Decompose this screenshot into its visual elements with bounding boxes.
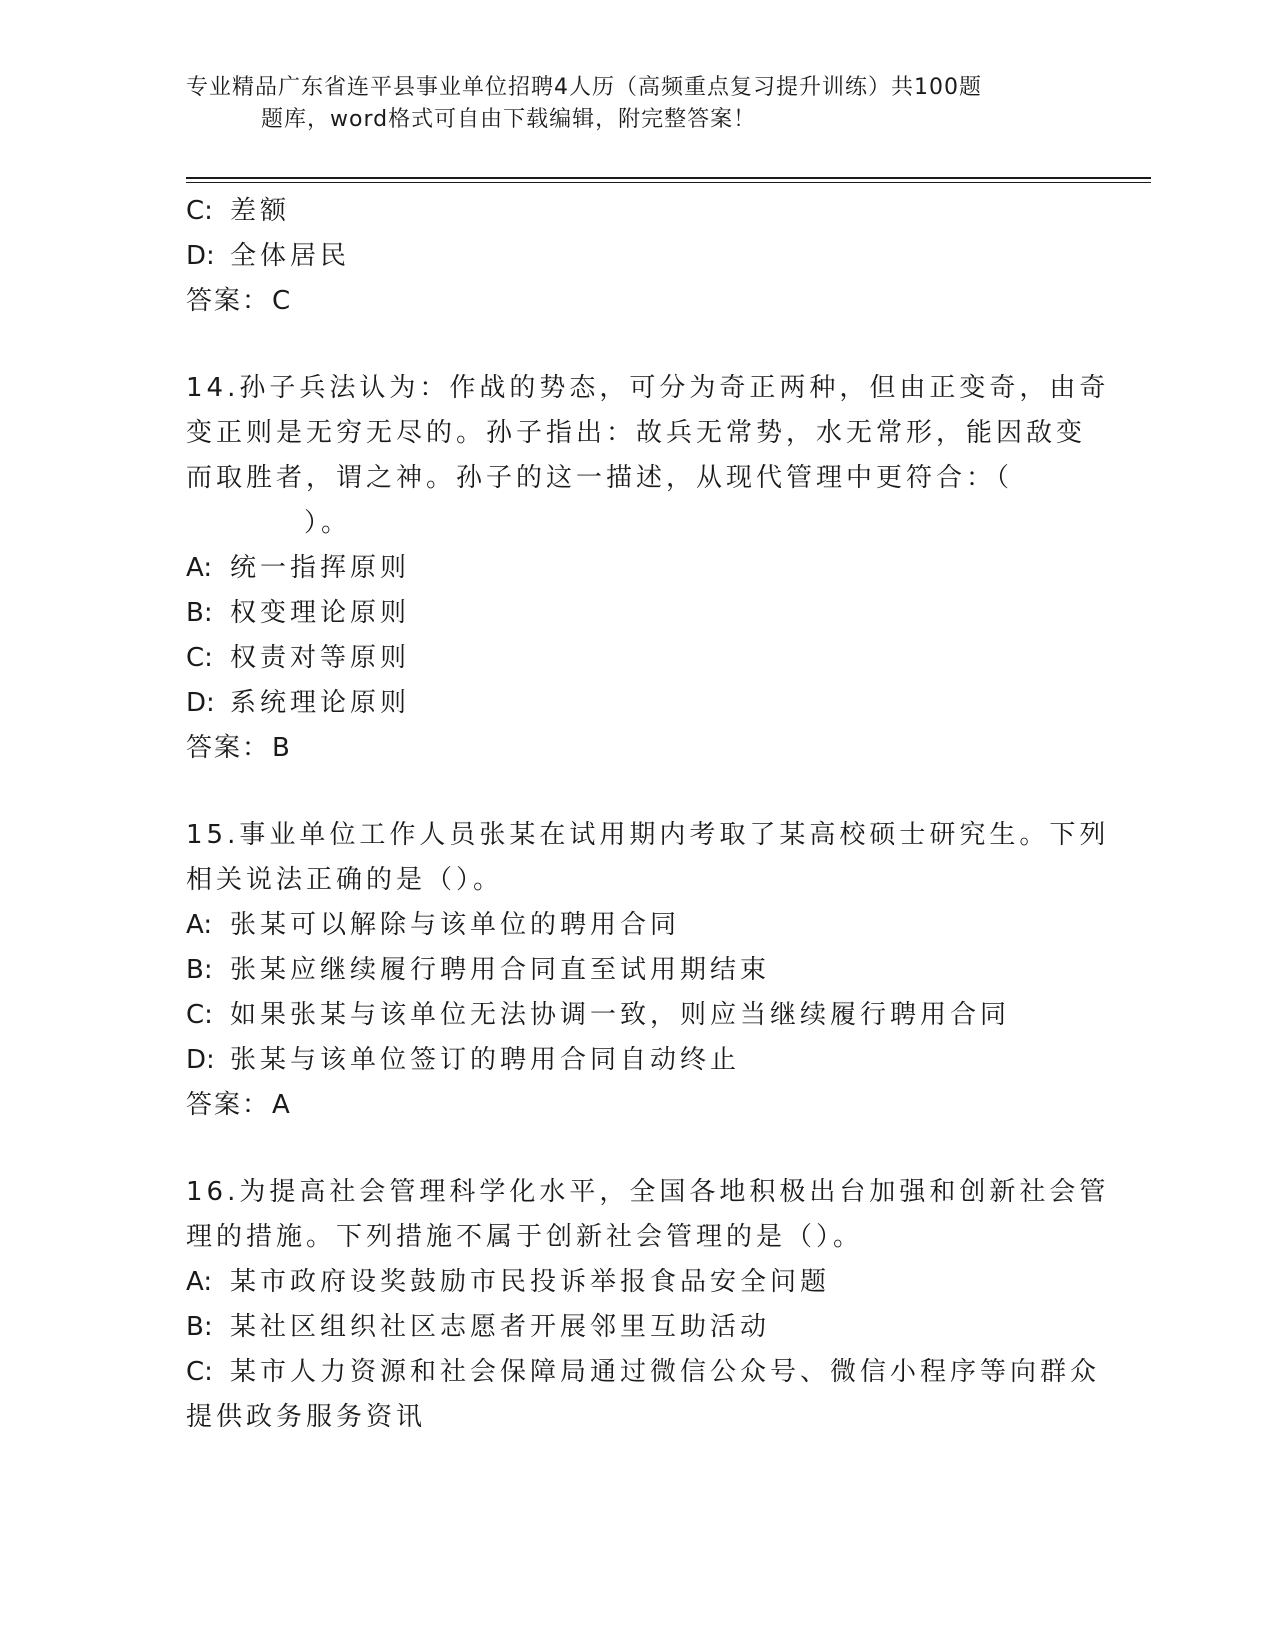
option-text: 张某应继续履行聘用合同直至试用期结束 (230, 955, 771, 985)
option-letter: B: (186, 1312, 213, 1342)
option-text: 系统理论原则 (230, 688, 411, 718)
question-text-line: 14.孙子兵法认为：作战的势态，可分为奇正两种，但由正变奇，由奇 (186, 373, 1110, 403)
option-text: 权责对等原则 (230, 643, 411, 673)
header-title-line-1: 专业精品广东省连平县事业单位招聘4人历（高频重点复习提升训练）共100题 (186, 75, 982, 100)
header-divider-thick (186, 177, 1151, 179)
answer-value: C (272, 286, 293, 316)
question-16 (186, 1170, 1110, 1440)
option-text: 差额 (230, 196, 291, 226)
answer-line (186, 279, 1086, 324)
question-text-line: 15.事业单位工作人员张某在试用期内考取了某高校硕士研究生。下列 (186, 820, 1110, 850)
option-row (186, 546, 1086, 591)
option-text: 权变理论原则 (230, 598, 411, 628)
option-text: 如果张某与该单位无法协调一致，则应当继续履行聘用合同 (230, 1000, 1011, 1030)
question-14 (186, 366, 1110, 771)
option-letter: C: (186, 1000, 213, 1030)
option-row (186, 903, 1086, 948)
option-row (186, 636, 1086, 681)
answer-line (186, 1083, 1086, 1128)
option-text: 统一指挥原则 (230, 553, 411, 583)
question-list (186, 189, 1110, 1440)
option-row (186, 189, 1086, 234)
option-letter: C: (186, 1357, 213, 1387)
option-letter: C: (186, 196, 213, 226)
option-letter: C: (186, 643, 213, 673)
question-text-line: 相关说法正确的是（）。 (186, 865, 504, 895)
question-text-line: 变正则是无穷无尽的。孙子指出：故兵无常势，水无常形，能因敌变 (186, 418, 1087, 448)
answer-label: 答案： (186, 286, 271, 316)
option-text: 张某可以解除与该单位的聘用合同 (230, 910, 681, 940)
answer-line (186, 726, 1086, 771)
option-row (186, 1305, 1086, 1350)
answer-label: 答案： (186, 733, 271, 763)
option-row (186, 681, 1086, 726)
question-15 (186, 813, 1110, 1128)
answer-label: 答案： (186, 1090, 271, 1120)
option-text: 某市人力资源和社会保障局通过微信公众号、微信小程序等向群众 (230, 1357, 1101, 1387)
option-text: 全体居民 (230, 241, 351, 271)
option-letter: A: (186, 910, 213, 940)
option-row (186, 1260, 1086, 1305)
option-letter: B: (186, 598, 213, 628)
option-row (186, 1038, 1086, 1083)
option-text: 张某与该单位签订的聘用合同自动终止 (230, 1045, 741, 1075)
option-text: 某市政府设奖鼓励市民投诉举报食品安全问题 (230, 1267, 831, 1297)
question-text-closing: ）。 (304, 508, 352, 538)
option-text-continuation: 提供政务服务资讯 (186, 1402, 427, 1432)
option-text: 某社区组织社区志愿者开展邻里互助活动 (230, 1312, 771, 1342)
option-letter: A: (186, 1267, 213, 1297)
option-row (186, 234, 1086, 279)
option-row (186, 591, 1086, 636)
question-spacer (186, 1128, 1086, 1170)
option-row (186, 993, 1086, 1038)
header-title-line-2: 题库，word格式可自由下载编辑，附完整答案！ (261, 107, 757, 132)
option-letter: A: (186, 553, 213, 583)
question-text-line: 16.为提高社会管理科学化水平，全国各地积极出台加强和创新社会管 (186, 1177, 1110, 1207)
question-spacer (186, 324, 1086, 366)
option-letter: B: (186, 955, 213, 985)
question-text-line: 而取胜者，谓之神。孙子的这一描述，从现代管理中更符合：（ (186, 463, 1014, 493)
question-spacer (186, 771, 1086, 813)
question-text-line: 理的措施。下列措施不属于创新社会管理的是（）。 (186, 1222, 864, 1252)
answer-value: A (272, 1090, 292, 1120)
option-row (186, 948, 1086, 993)
option-letter: D: (186, 241, 215, 271)
page-header (186, 72, 1066, 136)
question-13-tail (186, 189, 1086, 324)
answer-value: B (272, 733, 292, 763)
option-letter: D: (186, 1045, 215, 1075)
option-letter: D: (186, 688, 215, 718)
header-divider-thin (186, 182, 1151, 183)
option-row (186, 1350, 1101, 1395)
